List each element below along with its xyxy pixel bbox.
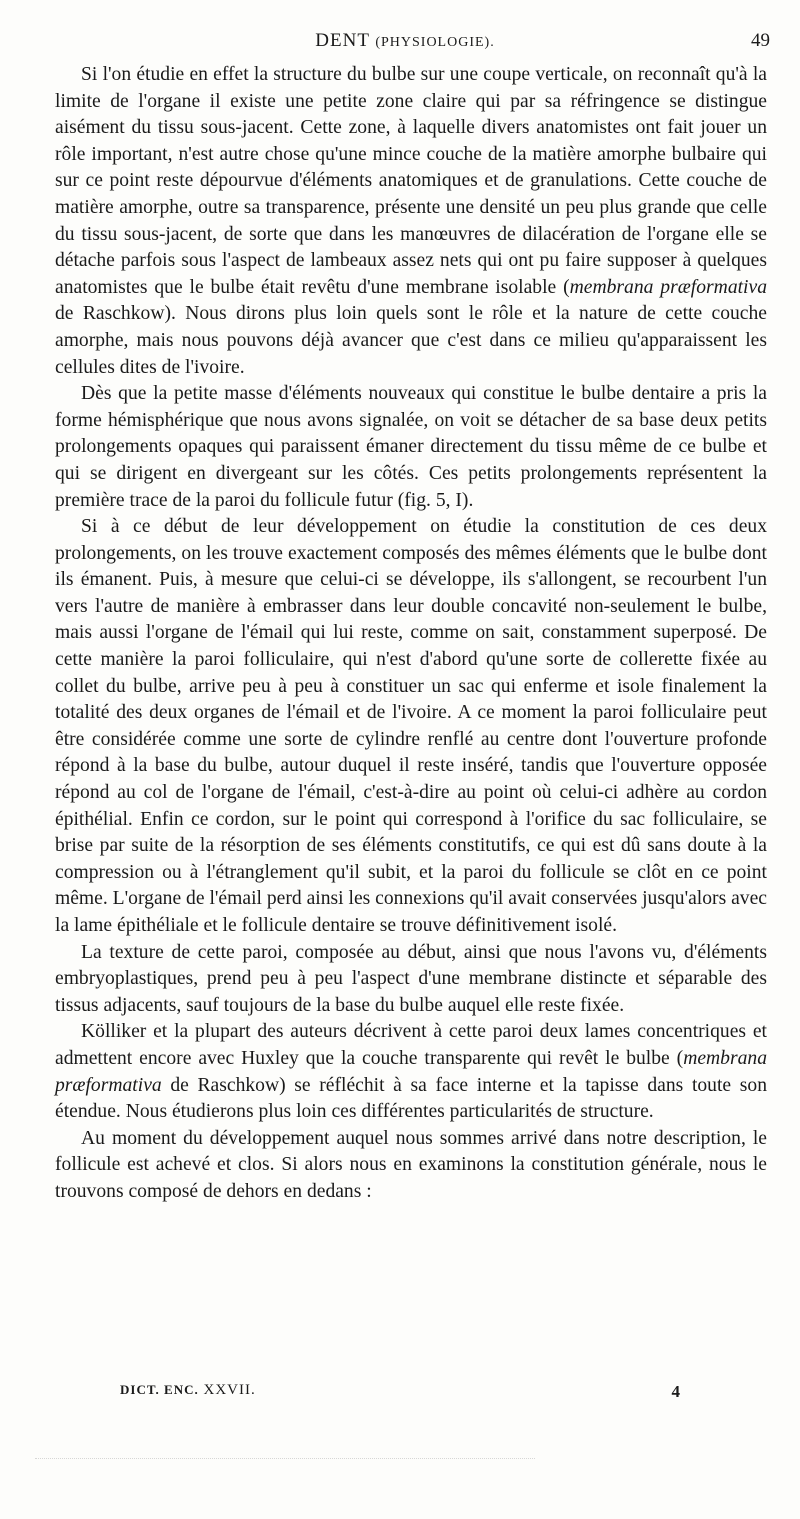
text-run: Kölliker et la plupart des auteurs décrivent à cette paroi deux lames concentriques et admettent encore avec Huxley que la couche transparente qui revêt le bulbe ( [55, 1021, 767, 1069]
text-run: Si l'on étudie en effet la structure du bulbe sur une coupe verticale, on reconnaît qu'à la limite de l'organe il existe une petite zone claire qui par sa réfringence se distingue aisément du tissu sous-jacent. Cette zone, à laquelle divers anatomistes ont fait jouer un rôle important, n'est autre chose qu'une mince couche de la matière amorphe bulbaire qui sur ce point reste dépourvue d'éléments anatomiques et de granulations. Cette couche de matière amorphe, outre sa transparence, présente une densité un peu plus grande que celle du tissu sous-jacent, de sorte que dans les manœuvres de dilacération de l'organe elle se détache parfois sous l'aspect de lambeaux assez nets qui ont pu faire supposer à quelques anatomistes que le bulbe était revêtu d'une membrane isolable ( [55, 64, 767, 298]
signature-mark [120, 1382, 256, 1399]
italic-term: membrana præformativa [55, 1047, 767, 1096]
bleed-through-dots [35, 1458, 535, 1467]
paragraph [55, 1019, 767, 1125]
page-number: 49 [751, 30, 770, 51]
running-title-main: DENT [315, 30, 370, 51]
body-text [55, 62, 767, 1206]
signature-volume: XXVII. [203, 1382, 256, 1398]
signature-number: 4 [671, 1382, 680, 1401]
paragraph [55, 514, 767, 940]
text-run: Si à ce début de leur développement on étudie la constitution de ces deux prolongements, on les trouve exactement composés des mêmes éléments que le bulbe dont ils émanent. Puis, à mesure que celui-ci se développe, ils s'allongent, se recourbent l'un vers l'autre de manière à embrasser dans leur double concavité non-seulement le bulbe, mais aussi l'organe de l'émail qui lui reste, comme on sait, constamment superposé. De cette manière la paroi folliculaire, qui n'est d'abord qu'une sorte de collerette fixée au collet du bulbe, arrive peu à peu à constituer un sac qui enferme et isole finalement la totalité des deux organes de l'émail et de l'ivoire. A ce moment la paroi folliculaire peut être considérée comme une sorte de cylindre renflé au centre dont l'ouverture profonde répond à la base du bulbe, autour duquel il reste inséré, tandis que l'ouverture opposée répond au col de l'organe de l'émail, c'est-à-dire au point où celui-ci adhère au cordon épithélial. Enfin ce cordon, sur le point qui correspond à l'orifice du sac folliculaire, se brise par suite de la résorption de ses éléments constitutifs, ce qui est dû sans doute à la compression ou à l'étranglement qu'il subit, et la paroi du follicule se clôt en ce point même. L'organe de l'émail perd ainsi les connexions qu'il avait conservées jusqu'alors avec la lame épithéliale et le follicule dentaire se trouve définitivement isolé. [55, 516, 767, 936]
paragraph [55, 940, 767, 1020]
page-footer [120, 1382, 680, 1406]
text-run: de Raschkow) se réfléchit à sa face interne et la tapisse dans toute son étendue. Nous étudierons plus loin ces différentes particularités de structure. [55, 1074, 767, 1123]
running-title [40, 30, 770, 52]
text-run: de Raschkow). Nous dirons plus loin quels sont le rôle et la nature de cette couche amorphe, mais nous pouvons déjà avancer que c'est dans ce milieu qu'apparaissent les cellules dites de l'ivoire. [55, 303, 767, 378]
paragraph [55, 381, 767, 514]
text-run: Au moment du développement auquel nous sommes arrivé dans notre description, le follicule est achevé et clos. Si alors nous en examinons la constitution générale, nous le trouvons composé de dehors en dedans : [55, 1127, 767, 1202]
running-title-sub: (PHYSIOLOGIE). [375, 35, 495, 50]
italic-term: membrana præformativa [569, 276, 767, 298]
signature-prefix: DICT. ENC. [120, 1382, 199, 1397]
paragraph [55, 1126, 767, 1206]
page-header [40, 30, 770, 56]
paragraph [55, 62, 767, 381]
text-run: Dès que la petite masse d'éléments nouveaux qui constitue le bulbe dentaire a pris la forme hémisphérique que nous avons signalée, on voit se détacher de sa base deux petits prolongements opaques qui paraissent émaner directement du tissu même de ce bulbe et qui se dirigent en divergeant sur les côtés. Ces petits prolongements représentent la première trace de la paroi du follicule futur (fig. 5, I). [55, 383, 767, 511]
text-run: La texture de cette paroi, composée au début, ainsi que nous l'avons vu, d'éléments embryoplastiques, prend peu à peu l'aspect d'une membrane distincte et séparable des tissus adjacents, sauf toujours de la base du bulbe auquel elle reste fixée. [55, 941, 767, 1016]
